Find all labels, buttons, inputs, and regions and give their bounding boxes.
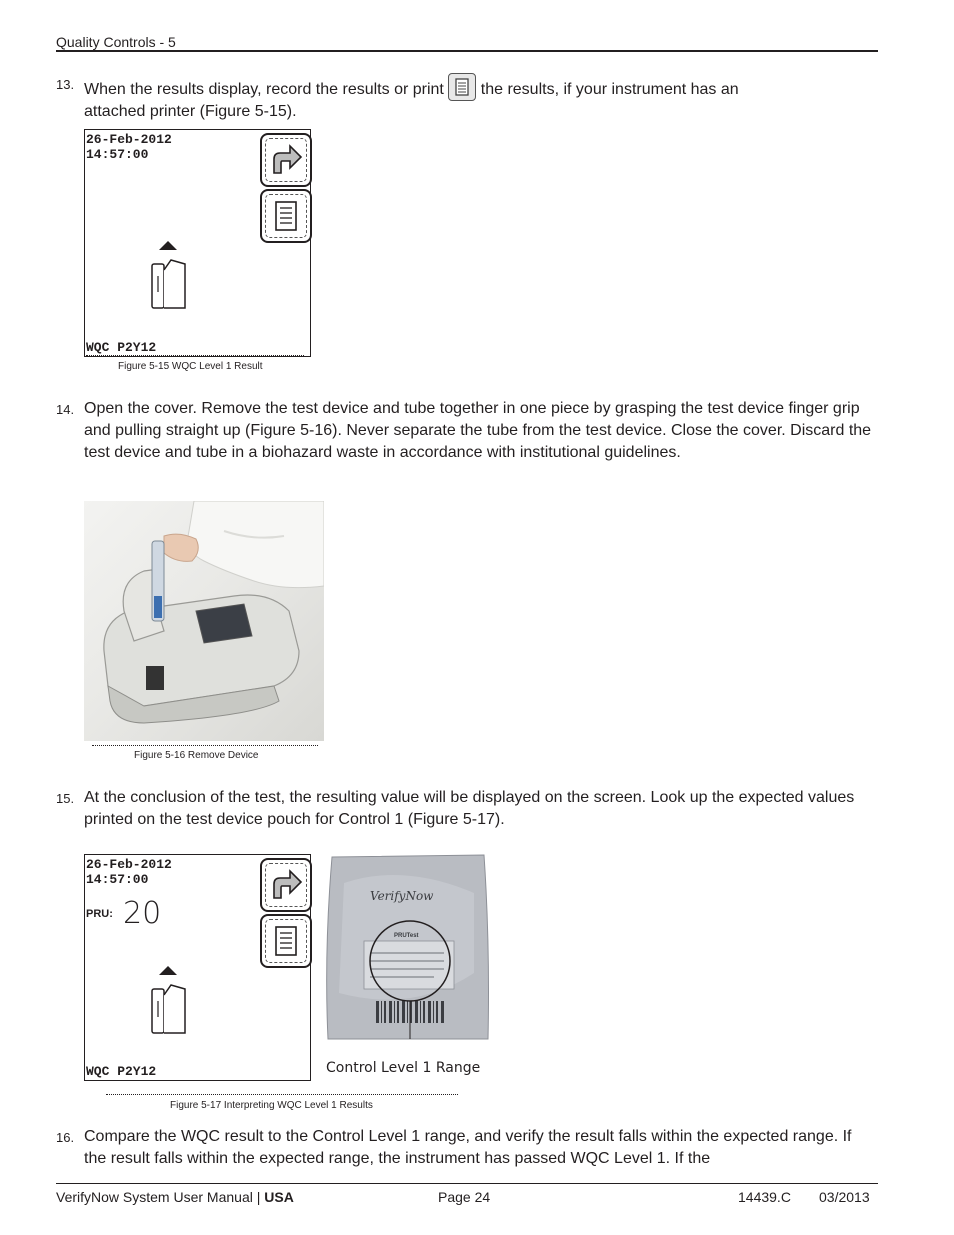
footer-doc-id: 14439.C: [738, 1189, 791, 1205]
forward-arrow-icon: [262, 135, 310, 185]
printer-icon: [262, 916, 310, 966]
header-divider: [56, 50, 878, 52]
next-button[interactable]: [260, 858, 312, 912]
step-13-text-a: When the results display, record the results or print: [84, 81, 444, 98]
step-number: 16.: [56, 1130, 75, 1145]
figure-caption-5-16: Figure 5-16 Remove Device: [134, 750, 259, 761]
figure-caption-5-15: Figure 5-15 WQC Level 1 Result: [118, 361, 263, 372]
step-14: [56, 398, 876, 464]
footer-manual-title: VerifyNow System User Manual |: [56, 1189, 265, 1205]
forward-arrow-icon: [262, 860, 310, 910]
screen-time: 14:57:00: [86, 872, 149, 887]
screen-time: 14:57:00: [86, 147, 149, 162]
step-15-text: At the conclusion of the test, the resulting value will be displayed on the screen. Look up the expected values printed on the test device pouch for Control 1 (Figure 5-17).: [84, 789, 855, 828]
figure-rule: [92, 745, 318, 746]
remove-device-photo: [84, 501, 324, 741]
step-number: 15.: [56, 791, 75, 806]
printer-icon: [262, 191, 310, 241]
footer-region: USA: [264, 1189, 294, 1205]
next-button[interactable]: [260, 133, 312, 187]
control-pouch-photo: [324, 853, 492, 1041]
step-number: 13.: [56, 77, 75, 92]
step-16: [56, 1126, 876, 1170]
step-14-text: Open the cover. Remove the test device and tube together in one piece by grasping the test device finger grip and pulling straight up (Figure 5-16). Never separate the tube from the test device. Close the cover. Discard the test device and tube in a biohazard waste in accordance with institutional guidelines.: [84, 400, 872, 461]
screen-test-name: WQC P2Y12: [86, 340, 157, 355]
footer-manual: [56, 1189, 294, 1205]
figure-rule: [106, 1094, 458, 1095]
step-13-text-b: the results, if your instrument has an: [480, 81, 739, 98]
pru-value: 20: [123, 896, 162, 931]
control-range-callout: Control Level 1 Range: [326, 1060, 481, 1076]
step-number: 14.: [56, 402, 75, 417]
figure-caption-5-17: Figure 5-17 Interpreting WQC Level 1 Results: [170, 1100, 373, 1111]
step-13: [56, 73, 876, 123]
footer-date: 03/2013: [819, 1189, 870, 1205]
print-button[interactable]: [260, 914, 312, 968]
screen-test-name: WQC P2Y12: [86, 1064, 157, 1079]
step-16-text: Compare the WQC result to the Control Level 1 range, and verify the result falls within the expected range. If the result falls within the expected range, the instrument has passed WQC Level 1. If the: [84, 1128, 852, 1167]
instrument-screen-fig15: [84, 129, 311, 357]
step-13-text-c: attached printer (Figure 5-15).: [84, 103, 297, 120]
pouch-brand: VerifyNow: [370, 889, 434, 903]
footer-page-number: Page 24: [438, 1189, 491, 1205]
footer-divider: [56, 1183, 878, 1184]
step-15: [56, 787, 876, 831]
eject-device-icon: [147, 965, 191, 1037]
screen-date: 26-Feb-2012: [86, 132, 172, 147]
print-button[interactable]: [260, 189, 312, 243]
figure-rule: [86, 355, 304, 356]
screen-date: 26-Feb-2012: [86, 857, 172, 872]
pru-label: PRU:: [86, 908, 113, 920]
instrument-screen-fig17: [84, 854, 311, 1081]
page-header: Quality Controls - 5: [56, 34, 176, 50]
eject-device-icon: [147, 240, 191, 312]
printer-icon: [448, 73, 476, 101]
pouch-label: PRUTest: [394, 933, 419, 939]
